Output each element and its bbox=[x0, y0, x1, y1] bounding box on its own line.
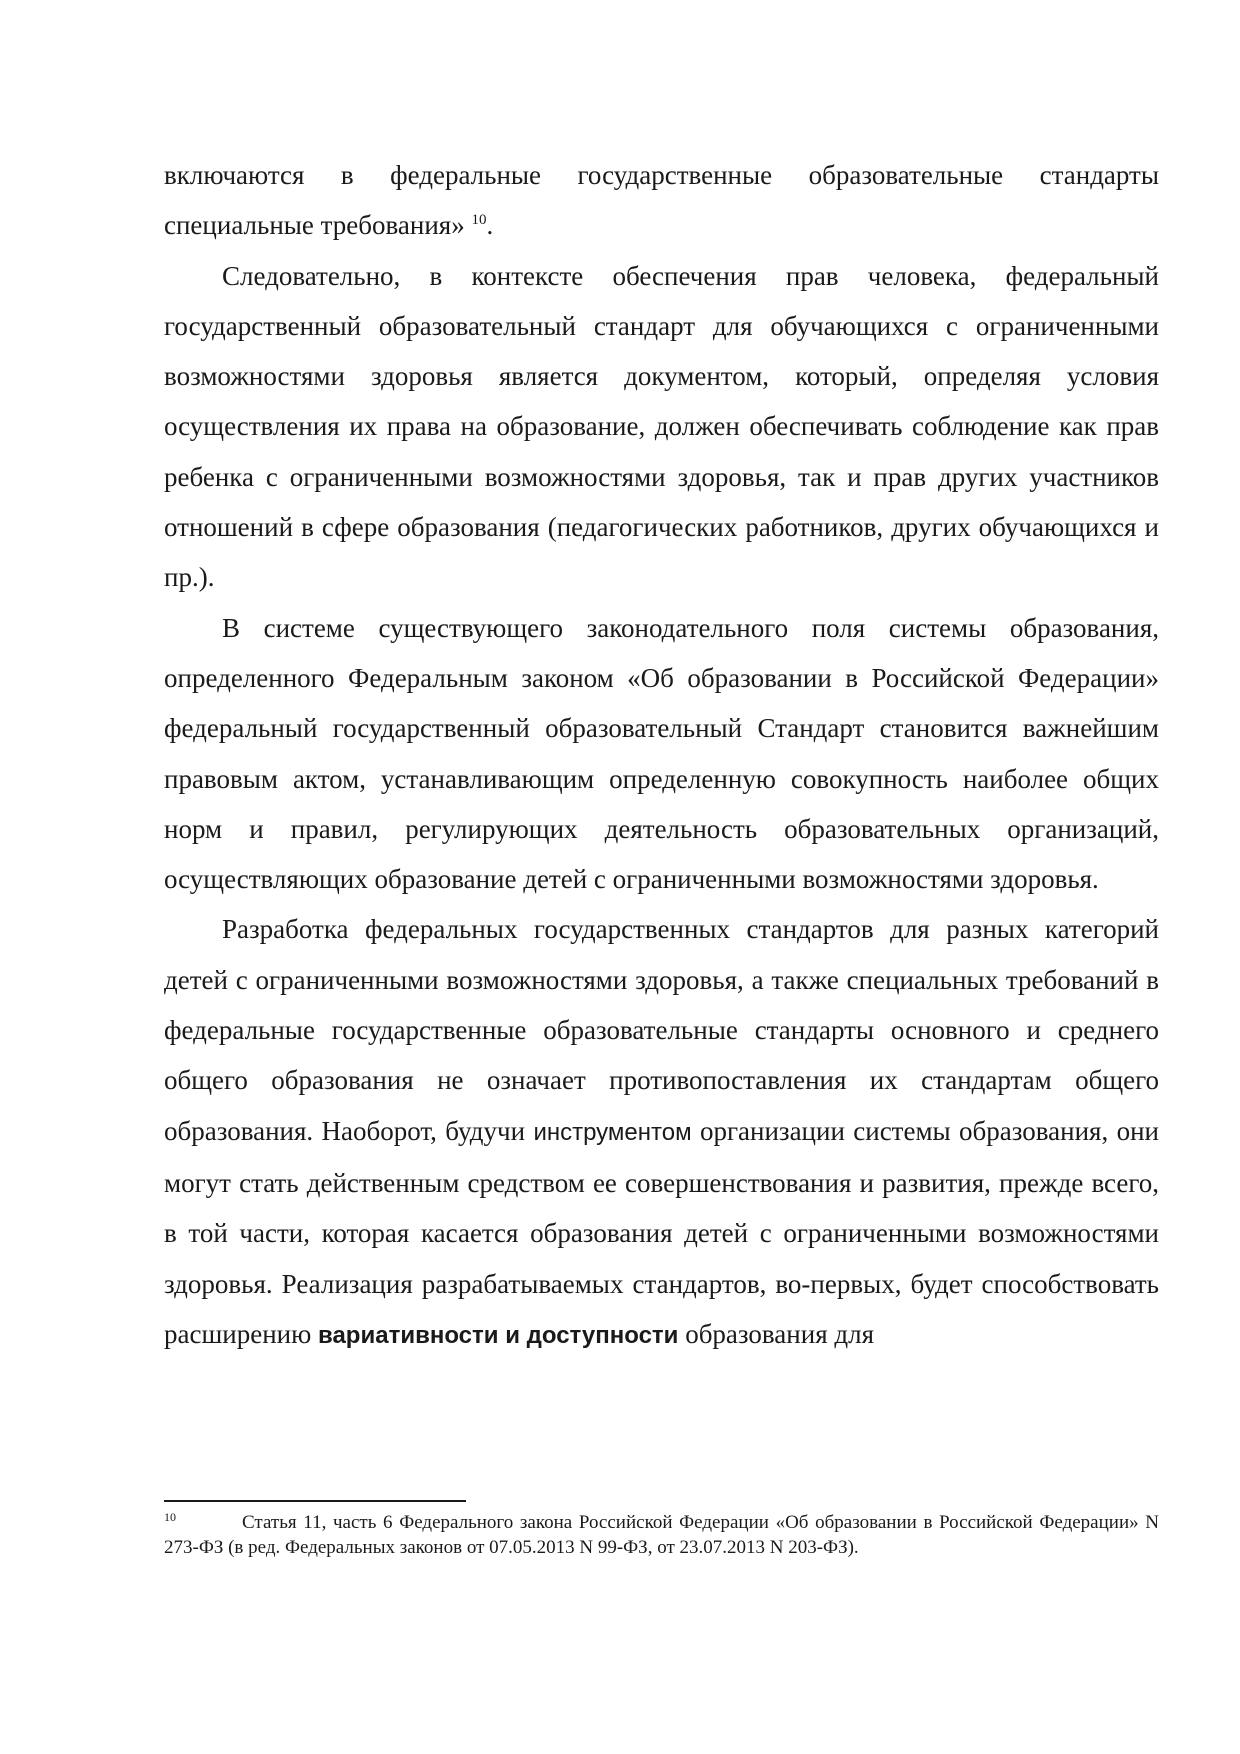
paragraph-4 bbox=[164, 904, 1159, 1361]
footnote-text: Статья 11, часть 6 Федерального закона Российской Федерации «Об образовании в Российской Федерации» N 273-ФЗ (в ред. Федеральных законов от 07.05.2013 N 99-ФЗ, от 23.07.2013 N 203-ФЗ). bbox=[164, 1512, 1159, 1558]
paragraph-1-end: . bbox=[486, 210, 494, 241]
footnote: 10 Статья 11, часть 6 Федерального закона Российской Федерации «Об образовании в Российской Федерации» N 273-ФЗ (в ред. Федеральных законов от 07.05.2013 N 99-ФЗ, от 23.07.2013 N 203-ФЗ). bbox=[164, 1509, 1159, 1558]
paragraph-4-emphasis: вариативности и доступности bbox=[318, 1321, 679, 1349]
paragraph-2: Следовательно, в контексте обеспечения прав человека, федеральный государственный образовательный стандарт для обучающихся с ограниченными возможностями здоровья является документом, который, определяя условия осуществления их права на образование, должен обеспечивать соблюдение как прав ребенка с ограниченными возможностями здоровья, так и прав других участников отношений в сфере образования (педагогических работников, других обучающихся и пр.). bbox=[164, 260, 1159, 593]
paragraph-1 bbox=[164, 150, 1159, 251]
paragraph-4-tool-word: инструментом bbox=[533, 1118, 692, 1146]
paragraph-4-part-1: Разработка федеральных государственных стандартов для разных категорий детей с ограниченными возможностями здоровья, а также специальных требований в федеральные государственные образовательные стандарты основного и среднего общего образования не означает противопоставления их стандартам общего образования. Наоборот, будучи bbox=[164, 914, 1159, 1146]
document-body bbox=[164, 150, 1159, 1361]
paragraph-4-part-2: организации системы образования, они могут стать действенным средством ее совершенствования и развития, прежде всего, в той части, которая касается образования детей с ограниченными возможностями здоровья. Реализация разрабатываемых стандартов, во-первых, будет способствовать расширению bbox=[164, 1115, 1159, 1349]
footnote-separator bbox=[164, 1500, 466, 1502]
footnote-reference[interactable]: 10 bbox=[471, 212, 487, 229]
paragraph-4-part-3: образования для bbox=[678, 1318, 874, 1349]
paragraph-1-text: включаются в федеральные государственные образовательные стандарты специальные требования» bbox=[164, 160, 1159, 241]
paragraph-3: В системе существующего законодательного поля системы образования, определенного Федеральным законом «Об образовании в Российской Федерации» федеральный государственный образовательный Стандарт становится важнейшим правовым актом, устанавливающим определенную совокупность наиболее общих норм и правил, регулирующих деятельность образовательных организаций, осуществляющих образование детей с ограниченными возможностями здоровья. bbox=[164, 612, 1159, 895]
